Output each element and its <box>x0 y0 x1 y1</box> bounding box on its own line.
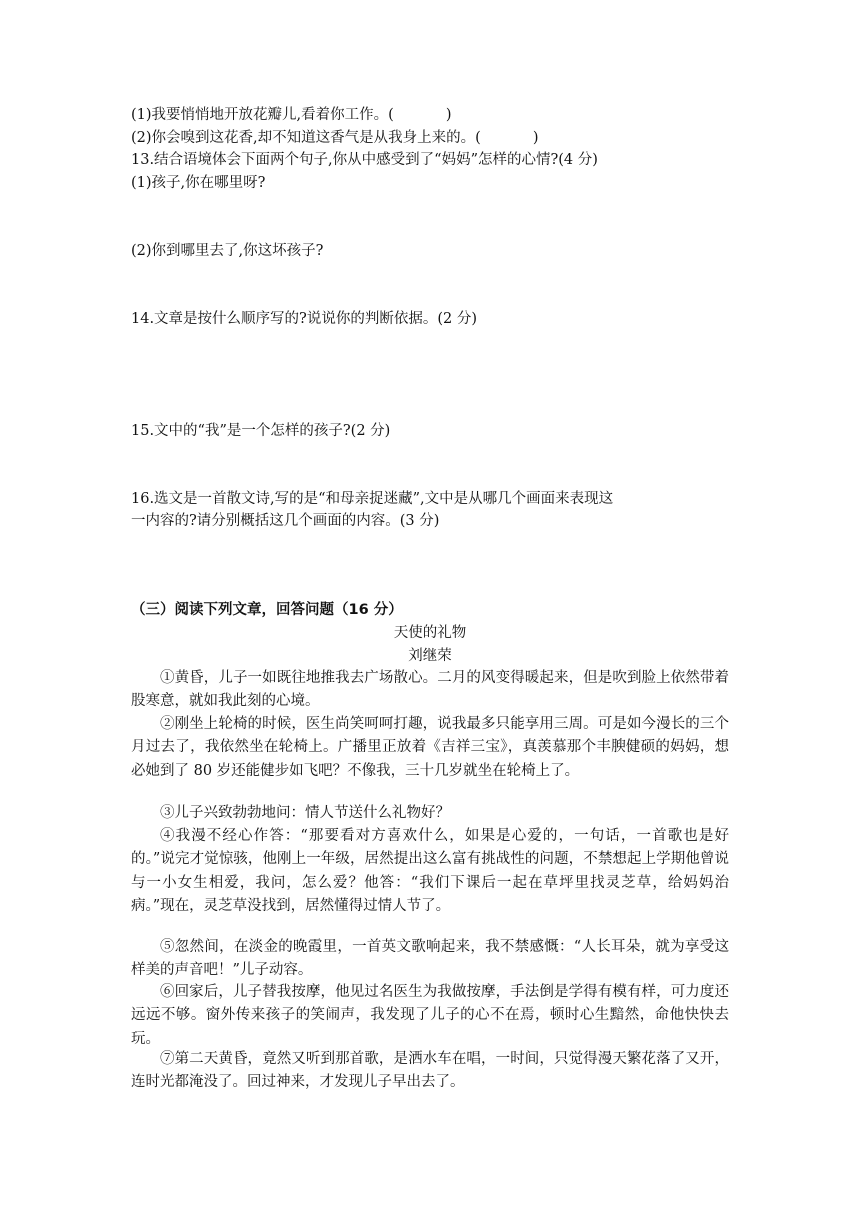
paragraph-1: ①黄昏，儿子一如既往地推我去广场散心。二月的风变得暖起来，但是吹到脸上依然带着股寒意，就如我此刻的心境。 <box>131 670 729 710</box>
article-author: 刘继荣 <box>408 648 452 664</box>
q12-item-2-text: (2)你会嗅到这花香,却不知道这香气是从我身上来的。( <box>131 130 481 146</box>
paragraph-6: ⑥回家后，儿子替我按摩，他见过名医生为我做按摩，手法倒是学得有模有样，可力度还远远不够。窗外传来孩子的笑闹声，我发现了儿子的心不在焉，顿时心生黯然，命他快快去玩。 <box>131 984 729 1047</box>
paragraph-4: ④我漫不经心作答：“那要看对方喜欢什么，如果是心爱的，一句话，一首歌也是好的。”说完才觉惊骇，他刚上一年级，居然提出这么富有挑战性的问题，不禁想起上学期他曾说与一小女生相爱，我问，怎么爱？他答：“我们下课后一起在草坪里找灵芝草，给妈妈治病。”现在，灵芝草没找到，居然懂得过情人节了。 <box>131 828 729 915</box>
paragraph-3: ③儿子兴致勃勃地问：情人节送什么礼物好？ <box>160 805 450 821</box>
q13-sentence-1: (1)孩子,你在哪里呀? <box>131 175 266 191</box>
article-title: 天使的礼物 <box>393 625 467 641</box>
paragraph-2: ②刚坐上轮椅的时候，医生尚笑呵呵打趣，说我最多只能享用三周。可是如今漫长的三个月过去了，我依然坐在轮椅上。广播里正放着《吉祥三宝》，真羡慕那个丰腴健硕的妈妈，想必她到了 80 岁还能健步如飞吧？不像我，三十几岁就坐在轮椅上了。 <box>131 716 729 779</box>
q16-prompt-line-1: 16.选文是一首散文诗,写的是“和母亲捉迷藏”,文中是从哪几个画面来表现这 <box>131 491 614 507</box>
paragraph-7: ⑦第二天黄昏，竟然又听到那首歌，是洒水车在唱，一时间，只觉得漫天繁花落了又开，连时光都淹没了。回过神来，才发现儿子早出去了。 <box>131 1051 729 1091</box>
q12-item-1 <box>131 104 451 126</box>
q13-prompt: 13.结合语境体会下面两个句子,你从中感受到了“妈妈”怎样的心情?(4 分) <box>131 152 598 168</box>
section-heading: （三）阅读下列文章，回答问题（16 分） <box>131 602 403 618</box>
q12-item-1-close: ) <box>445 107 452 123</box>
q13-sentence-2: (2)你到哪里去了,你这坏孩子? <box>131 243 324 259</box>
q12-item-2 <box>131 127 538 149</box>
q12-item-2-close: ) <box>532 130 539 146</box>
paragraph-5: ⑤忽然间，在淡金的晚霞里，一首英文歌响起来，我不禁感慨：“人长耳朵，就为享受这样美的声音吧！”儿子动容。 <box>131 939 729 979</box>
q12-item-1-text: (1)我要悄悄地开放花瓣儿,看着你工作。( <box>131 107 394 123</box>
q15-prompt: 15.文中的“我”是一个怎样的孩子?(2 分) <box>131 423 391 439</box>
q14-prompt: 14.文章是按什么顺序写的?说说你的判断依据。(2 分) <box>131 311 477 327</box>
q16-prompt-line-2: 一内容的?请分别概括这几个画面的内容。(3 分) <box>131 513 440 529</box>
